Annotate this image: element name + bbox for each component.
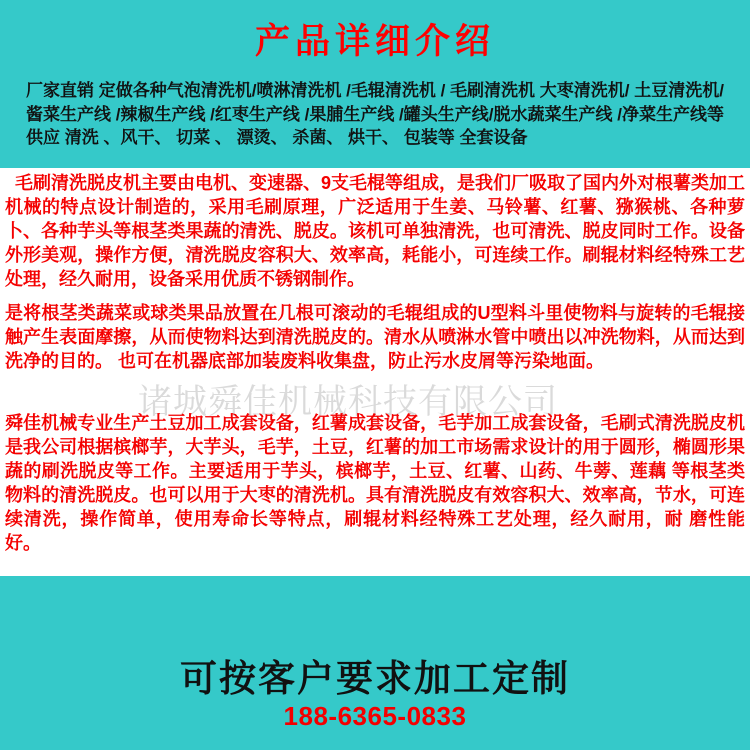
phone-number: 188-6365-0833 [283,701,467,731]
description-paragraph-overview: 毛刷清洗脱皮机主要由电机、变速器、9支毛棍等组成，是我们厂吸取了国内外对根薯类加工机械的特点设计制造的，采用毛刷原理，广泛适用于生姜、马铃薯、红薯、猕猴桃、各种萝卜、各种芋头等根茎类果蔬的清洗、脱皮。该机可单独清洗，也可清洗、脱皮同时工作。设备外形美观，操作方便，清洗脱皮容积大、效率高，耗能小，可连续工作。刷辊材料经特殊工艺处理，经久耐用，设备采用优质不锈钢制作。 [5,173,746,289]
description-panel [0,168,750,576]
intro-text-block [26,79,746,150]
page-title: 产品详细介绍 [254,22,495,61]
description-paragraph-applications: 舜佳机械专业生产土豆加工成套设备，红薯成套设备，毛芋加工成套设备，毛刷式清洗脱皮机是我公司根据槟榔芋，大芋头，毛芋，土豆，红薯的加工市场需求设计的用于圆形，椭圆形果蔬的刷洗脱皮等工作。主要适用于芋头，槟榔芋，土豆、红薯、山药、牛蒡、莲藕 等根茎类物料的清洗脱皮。也可以用于大枣的清洗机。具有清洗脱皮有效容积大、效率高，节水，可连续清洗，操作简单，使用寿命长等特点，刷辊材料经特殊工艺处理，经久耐用，耐 磨性能好。 [5,413,745,553]
intro-line-machines: 厂家直销 定做各种气泡清洗机/喷淋清洗机 /毛辊清洗机 / 毛刷清洗机 大枣清洗机/ 土豆清洗机/ [26,81,724,100]
intro-line-production-lines: 酱菜生产线 /辣椒生产线 /红枣生产线 /果脯生产线 /罐头生产线/脱水蔬菜生产线 /净菜生产线等 [26,104,724,124]
customization-note: 可按客户要求加工定制 [180,658,570,699]
description-paragraph-principle: 是将根茎类蔬菜或球类果品放置在几根可滚动的毛辊组成的U型料斗里使物料与旋转的毛辊接触产生表面摩擦，从而使物料达到清洗脱皮的。清水从喷淋水管中喷出以冲洗物料，从而达到洗净的目的。 也可在机器底部加装废料收集盘，防止污水皮屑等污染地面。 [5,303,745,371]
company-watermark: 诸城舜佳机械科技有限公司 [138,383,558,421]
intro-line-equipment: 供应 清洗 、风干、 切菜 、 漂烫、 杀菌、 烘干、 包装等 全套设备 [26,128,528,147]
